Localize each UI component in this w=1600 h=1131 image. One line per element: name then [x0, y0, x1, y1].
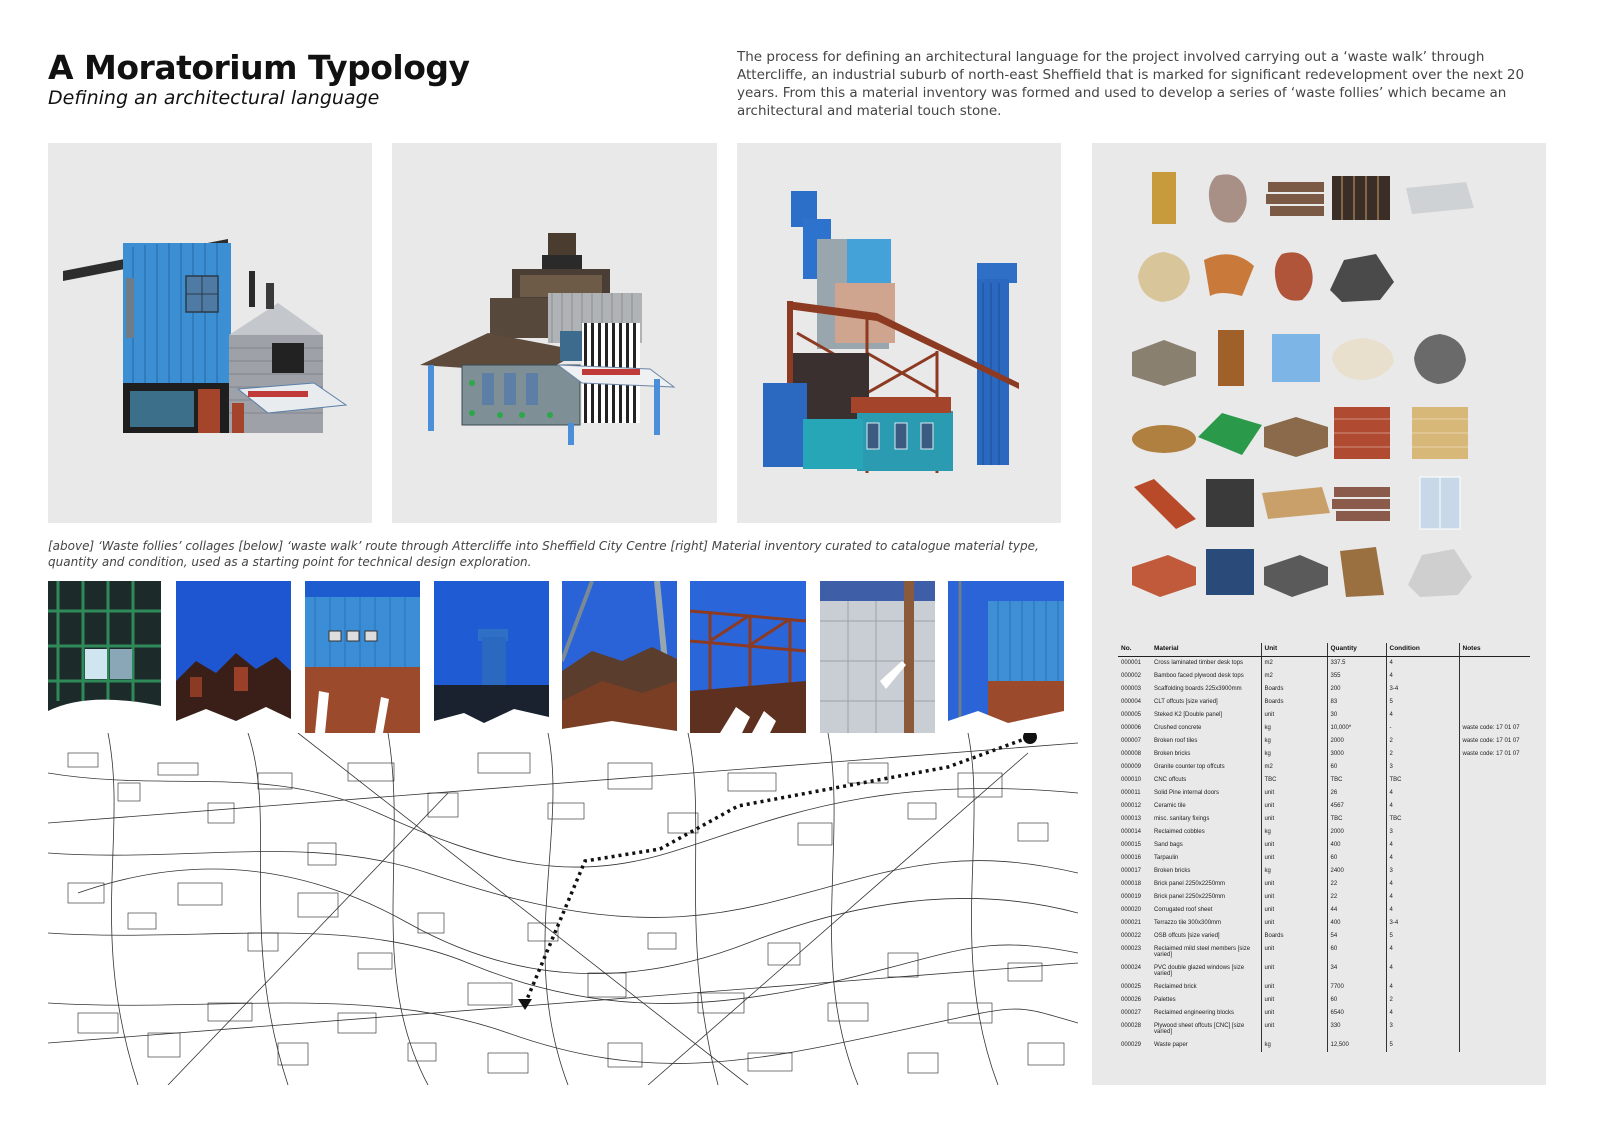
cell-no: 000003 [1121, 685, 1142, 692]
cell-condition: - [1386, 722, 1459, 735]
cell-quantity: 337.5 [1327, 657, 1386, 670]
table-row [1118, 722, 1530, 735]
material-swatch [1126, 328, 1202, 400]
cell-no: 000022 [1121, 932, 1142, 939]
cell-quantity: 2400 [1327, 865, 1386, 878]
folly-3-illustration [737, 143, 1061, 523]
cell-material: Terrazzo tile 300x300mm [1151, 917, 1261, 930]
cell-condition: TBC [1386, 774, 1459, 787]
table-row [1118, 930, 1530, 943]
cell-notes: waste code: 17 01 07 [1462, 724, 1520, 731]
cell-no: 000014 [1121, 828, 1142, 835]
cell-material: Broken bricks [1151, 865, 1261, 878]
material-swatch [1402, 541, 1478, 613]
table-row [1118, 657, 1530, 670]
material-swatch-image [1192, 541, 1268, 601]
table-row [1118, 839, 1530, 852]
cell-condition: 4 [1386, 657, 1459, 670]
cell-material: Corrugated roof sheet [1151, 904, 1261, 917]
material-swatch-image [1192, 168, 1268, 228]
cell-unit: unit [1261, 800, 1327, 813]
cell-condition: 4 [1386, 878, 1459, 891]
cell-notes [1459, 800, 1530, 813]
material-swatch [1402, 473, 1478, 545]
table-row [1118, 904, 1530, 917]
cell-quantity: 22 [1327, 891, 1386, 904]
cell-material: Cross laminated timber desk tops [1151, 657, 1261, 670]
material-swatch [1324, 403, 1400, 475]
cell-condition: 3-4 [1386, 683, 1459, 696]
table-row [1118, 1007, 1530, 1020]
cell-notes [1459, 891, 1530, 904]
cell-quantity: 60 [1327, 761, 1386, 774]
cell-notes: waste code: 17 01 07 [1462, 750, 1520, 757]
cell-quantity: 60 [1327, 994, 1386, 1007]
cell-material: PVC double glazed windows [size varied] [1151, 962, 1261, 981]
cell-condition: 4 [1386, 787, 1459, 800]
cell-no: 000025 [1121, 983, 1142, 990]
cell-notes [1459, 878, 1530, 891]
cell-unit: unit [1261, 917, 1327, 930]
waste-walk-route [525, 737, 1030, 1004]
material-swatch [1258, 403, 1334, 475]
cell-material: Brick panel 2250x2250mm [1151, 878, 1261, 891]
material-swatch-image [1324, 541, 1400, 601]
cell-quantity: 330 [1327, 1020, 1386, 1039]
cell-condition: 5 [1386, 696, 1459, 709]
cell-no: 000009 [1121, 763, 1142, 770]
material-swatch-image [1324, 328, 1400, 388]
col-condition: Condition [1386, 643, 1459, 657]
cell-unit: unit [1261, 813, 1327, 826]
cell-condition: 4 [1386, 1007, 1459, 1020]
table-row [1118, 981, 1530, 994]
waste-folly-collage-2 [392, 143, 717, 523]
cell-notes [1459, 774, 1530, 787]
cell-unit: unit [1261, 787, 1327, 800]
material-swatch [1324, 473, 1400, 545]
cell-unit: TBC [1261, 774, 1327, 787]
cell-unit: Boards [1261, 683, 1327, 696]
cell-material: Reclaimed cobbles [1151, 826, 1261, 839]
waste-walk-photo-1 [48, 581, 161, 733]
cell-unit: unit [1261, 943, 1327, 962]
material-swatch-image [1126, 168, 1202, 228]
material-swatch [1192, 473, 1268, 545]
material-swatch [1192, 328, 1268, 400]
cell-notes [1459, 683, 1530, 696]
cell-unit: unit [1261, 962, 1327, 981]
material-swatch [1126, 246, 1202, 318]
cell-unit: kg [1261, 748, 1327, 761]
cell-no: 000020 [1121, 906, 1142, 913]
cell-material: Broken roof tiles [1151, 735, 1261, 748]
material-swatch-image [1324, 473, 1400, 533]
table-row [1118, 709, 1530, 722]
cell-condition: 4 [1386, 800, 1459, 813]
cell-condition: TBC [1386, 813, 1459, 826]
material-swatch [1126, 403, 1202, 475]
map-linework [48, 733, 1078, 1085]
cell-no: 000016 [1121, 854, 1142, 861]
cell-material: Steked K2 [Double panel] [1151, 709, 1261, 722]
cell-no: 000021 [1121, 919, 1142, 926]
cell-unit: Boards [1261, 696, 1327, 709]
waste-folly-collage-1 [48, 143, 372, 523]
cell-quantity: 355 [1327, 670, 1386, 683]
col-material: Material [1151, 643, 1261, 657]
cell-condition: 3 [1386, 865, 1459, 878]
cell-notes [1459, 761, 1530, 774]
cell-no: 000017 [1121, 867, 1142, 874]
cell-material: Plywood sheet offcuts [CNC] [size varied] [1151, 1020, 1261, 1039]
table-row [1118, 891, 1530, 904]
cell-material: Crushed concrete [1151, 722, 1261, 735]
material-swatch-image [1258, 246, 1334, 306]
cell-material: Palettes [1151, 994, 1261, 1007]
material-swatch-image [1324, 246, 1400, 306]
material-inventory-rows [1118, 657, 1530, 1052]
material-swatch [1324, 246, 1400, 318]
material-swatch-image [1258, 168, 1334, 228]
material-swatch [1192, 403, 1268, 475]
cell-material: Reclaimed mild steel members [size varied] [1151, 943, 1261, 962]
cell-condition: 4 [1386, 904, 1459, 917]
material-swatch-image [1402, 328, 1478, 388]
cell-condition: 2 [1386, 748, 1459, 761]
cell-unit: Boards [1261, 930, 1327, 943]
page-subtitle: Defining an architectural language [48, 87, 380, 109]
cell-unit: kg [1261, 735, 1327, 748]
cell-quantity: 10,000* [1327, 722, 1386, 735]
cell-unit: kg [1261, 826, 1327, 839]
cell-no: 000006 [1121, 724, 1142, 731]
cell-notes [1459, 657, 1530, 670]
cell-unit: unit [1261, 891, 1327, 904]
cell-no: 000023 [1121, 945, 1142, 952]
cell-quantity: 400 [1327, 839, 1386, 852]
material-swatch [1258, 246, 1334, 318]
cell-unit: m2 [1261, 761, 1327, 774]
cell-material: Bamboo faced plywood desk tops [1151, 670, 1261, 683]
table-row [1118, 917, 1530, 930]
material-swatch [1324, 168, 1400, 240]
waste-walk-photo-3 [305, 581, 420, 733]
cell-unit: unit [1261, 981, 1327, 994]
material-swatch-image [1402, 473, 1478, 533]
cell-material: OSB offcuts [size varied] [1151, 930, 1261, 943]
cell-condition: 3 [1386, 826, 1459, 839]
cell-no: 000029 [1121, 1041, 1142, 1048]
cell-unit: unit [1261, 839, 1327, 852]
cell-no: 000008 [1121, 750, 1142, 757]
cell-condition: 2 [1386, 994, 1459, 1007]
material-swatch [1192, 246, 1268, 318]
cell-notes [1459, 962, 1530, 981]
cell-condition: 5 [1386, 1039, 1459, 1052]
cell-unit: unit [1261, 1020, 1327, 1039]
figure-caption: [above] ‘Waste follies’ collages [below] ‘waste walk’ route through Attercliffe into Sheffield City Centre [right] Material inventory curated to catalogue material type, quantity and condition, used as a starting point for technical design exploration. [48, 539, 1039, 569]
cell-quantity: 3000 [1327, 748, 1386, 761]
material-swatch-image [1192, 403, 1268, 463]
waste-walk-photo-6 [690, 581, 806, 733]
cell-notes [1459, 865, 1530, 878]
cell-condition: 4 [1386, 670, 1459, 683]
table-row [1118, 748, 1530, 761]
table-row [1118, 670, 1530, 683]
material-swatch-image [1126, 473, 1202, 533]
material-swatch-image [1258, 473, 1334, 533]
cell-condition: 5 [1386, 930, 1459, 943]
table-row [1118, 826, 1530, 839]
cell-material: Reclaimed brick [1151, 981, 1261, 994]
material-swatch [1258, 473, 1334, 545]
cell-notes [1459, 917, 1530, 930]
cell-no: 000010 [1121, 776, 1142, 783]
cell-no: 000005 [1121, 711, 1142, 718]
waste-walk-route-map [48, 733, 1078, 1085]
material-swatch [1258, 168, 1334, 240]
waste-walk-photo-5 [562, 581, 677, 733]
material-swatch-image [1402, 403, 1478, 463]
col-notes: Notes [1459, 643, 1530, 657]
cell-no: 000018 [1121, 880, 1142, 887]
cell-no: 000002 [1121, 672, 1142, 679]
cell-notes [1459, 813, 1530, 826]
cell-unit: unit [1261, 878, 1327, 891]
cell-notes [1459, 1020, 1530, 1039]
cell-condition: 4 [1386, 981, 1459, 994]
material-swatch-image [1402, 541, 1478, 601]
table-row [1118, 683, 1530, 696]
cell-material: Sand bags [1151, 839, 1261, 852]
cell-quantity: 60 [1327, 852, 1386, 865]
material-inventory-table [1118, 643, 1530, 1052]
cell-quantity: 83 [1327, 696, 1386, 709]
table-row [1118, 735, 1530, 748]
cell-no: 000015 [1121, 841, 1142, 848]
cell-no: 000004 [1121, 698, 1142, 705]
material-swatch-image [1258, 328, 1334, 388]
cell-quantity: 34 [1327, 962, 1386, 981]
waste-walk-photo-4 [434, 581, 549, 733]
material-swatch [1192, 168, 1268, 240]
page-title: A Moratorium Typology [48, 48, 470, 87]
cell-unit: unit [1261, 1007, 1327, 1020]
cell-condition: 3 [1386, 1020, 1459, 1039]
material-swatch [1324, 328, 1400, 400]
cell-notes [1459, 1039, 1530, 1052]
cell-material: CNC offcuts [1151, 774, 1261, 787]
cell-quantity: 7700 [1327, 981, 1386, 994]
material-swatch [1324, 541, 1400, 613]
material-swatch-image [1126, 328, 1202, 388]
cell-quantity: 26 [1327, 787, 1386, 800]
cell-notes [1459, 852, 1530, 865]
cell-notes [1459, 943, 1530, 962]
material-swatch [1126, 473, 1202, 545]
material-swatch-image [1324, 403, 1400, 463]
table-row [1118, 943, 1530, 962]
cell-material: Broken bricks [1151, 748, 1261, 761]
cell-quantity: TBC [1327, 813, 1386, 826]
folly-1-illustration [48, 143, 372, 523]
waste-folly-collage-3 [737, 143, 1061, 523]
cell-material: misc. sanitary fixings [1151, 813, 1261, 826]
material-swatch-image [1192, 328, 1268, 388]
cell-no: 000011 [1121, 789, 1141, 796]
cell-unit: kg [1261, 1039, 1327, 1052]
cell-unit: unit [1261, 994, 1327, 1007]
cell-notes [1459, 670, 1530, 683]
cell-quantity: 6540 [1327, 1007, 1386, 1020]
cell-unit: m2 [1261, 657, 1327, 670]
cell-notes [1459, 930, 1530, 943]
col-quantity: Quantity [1327, 643, 1386, 657]
cell-condition: 2 [1386, 735, 1459, 748]
cell-notes [1459, 994, 1530, 1007]
material-swatch-image [1126, 246, 1202, 306]
material-swatch [1126, 168, 1202, 240]
cell-quantity: 60 [1327, 943, 1386, 962]
material-swatch-image [1126, 403, 1202, 463]
cell-material: Solid Pine internal doors [1151, 787, 1261, 800]
cell-notes [1459, 787, 1530, 800]
table-header-row [1118, 643, 1530, 657]
cell-notes [1459, 839, 1530, 852]
cell-unit: kg [1261, 865, 1327, 878]
cell-no: 000001 [1121, 660, 1142, 666]
material-swatch-image [1192, 246, 1268, 306]
table-row [1118, 813, 1530, 826]
cell-notes: waste code: 17 01 07 [1462, 737, 1520, 744]
material-swatch-image [1402, 168, 1478, 228]
material-swatch [1126, 541, 1202, 613]
cell-quantity: 400 [1327, 917, 1386, 930]
cell-notes [1459, 904, 1530, 917]
table-row [1118, 865, 1530, 878]
cell-quantity: 4567 [1327, 800, 1386, 813]
cell-material: Tarpaulin [1151, 852, 1261, 865]
material-swatch-image [1192, 473, 1268, 533]
table-row [1118, 787, 1530, 800]
waste-walk-photo-8 [948, 581, 1064, 733]
table-row [1118, 1039, 1530, 1052]
cell-no: 000012 [1121, 802, 1142, 809]
cell-unit: unit [1261, 709, 1327, 722]
material-swatch-image [1324, 168, 1400, 228]
material-swatch-image [1126, 541, 1202, 601]
table-row [1118, 774, 1530, 787]
cell-material: CLT offcuts [size varied] [1151, 696, 1261, 709]
cell-notes [1459, 696, 1530, 709]
cell-no: 000019 [1121, 893, 1142, 900]
cell-condition: 3 [1386, 761, 1459, 774]
table-row [1118, 800, 1530, 813]
col-no: No. [1118, 643, 1151, 657]
cell-condition: 4 [1386, 943, 1459, 962]
material-swatch [1402, 328, 1478, 400]
material-inventory-panel [1092, 143, 1546, 1085]
cell-condition: 3-4 [1386, 917, 1459, 930]
cell-material: Scaffolding boards 225x3900mm [1151, 683, 1261, 696]
cell-quantity: 2000 [1327, 735, 1386, 748]
cell-quantity: TBC [1327, 774, 1386, 787]
cell-unit: unit [1261, 904, 1327, 917]
cell-condition: 4 [1386, 709, 1459, 722]
cell-no: 000024 [1121, 964, 1142, 971]
cell-no: 000026 [1121, 996, 1142, 1003]
material-swatch [1258, 541, 1334, 613]
waste-walk-photo-7 [820, 581, 935, 733]
cell-no: 000013 [1121, 815, 1142, 822]
cell-quantity: 22 [1327, 878, 1386, 891]
cell-no: 000028 [1121, 1022, 1142, 1029]
route-end-marker [518, 999, 532, 1010]
folly-2-illustration [392, 143, 717, 523]
cell-condition: 4 [1386, 852, 1459, 865]
intro-paragraph: The process for defining an architectural language for the project involved carrying out a ‘waste walk’ through Attercliffe, an industrial suburb of north-east Sheffield that is marked for significant redevelopment over the next 20 years. From this a material inventory was formed and used to develop a series of ‘waste follies’ which became an architectural and material touch stone. [737, 49, 1525, 119]
table-row [1118, 962, 1530, 981]
cell-unit: kg [1261, 722, 1327, 735]
cell-unit: m2 [1261, 670, 1327, 683]
cell-material: Ceramic tile [1151, 800, 1261, 813]
cell-quantity: 54 [1327, 930, 1386, 943]
cell-material: Granite counter top offcuts [1151, 761, 1261, 774]
cell-quantity: 44 [1327, 904, 1386, 917]
material-swatch [1258, 328, 1334, 400]
material-swatch [1402, 168, 1478, 240]
cell-condition: 4 [1386, 962, 1459, 981]
table-row [1118, 761, 1530, 774]
material-swatch-image [1258, 541, 1334, 601]
table-row [1118, 878, 1530, 891]
cell-quantity: 12,500 [1327, 1039, 1386, 1052]
cell-unit: unit [1261, 852, 1327, 865]
table-row [1118, 994, 1530, 1007]
cell-quantity: 30 [1327, 709, 1386, 722]
cell-material: Waste paper [1151, 1039, 1261, 1052]
material-swatch-image [1258, 403, 1334, 463]
route-start-marker [1023, 733, 1037, 744]
cell-notes [1459, 709, 1530, 722]
cell-notes [1459, 981, 1530, 994]
cell-no: 000007 [1121, 737, 1142, 744]
waste-walk-photo-2 [176, 581, 291, 733]
cell-condition: 4 [1386, 891, 1459, 904]
cell-quantity: 200 [1327, 683, 1386, 696]
table-row [1118, 1020, 1530, 1039]
cell-material: Brick panel 2250x2250mm [1151, 891, 1261, 904]
cell-no: 000027 [1121, 1009, 1142, 1016]
material-swatch [1402, 403, 1478, 475]
cell-quantity: 2000 [1327, 826, 1386, 839]
material-swatch [1192, 541, 1268, 613]
cell-condition: 4 [1386, 839, 1459, 852]
col-unit: Unit [1261, 643, 1327, 657]
cell-material: Reclaimed engineering blocks [1151, 1007, 1261, 1020]
cell-notes [1459, 826, 1530, 839]
cell-notes [1459, 1007, 1530, 1020]
table-row [1118, 696, 1530, 709]
table-row [1118, 852, 1530, 865]
